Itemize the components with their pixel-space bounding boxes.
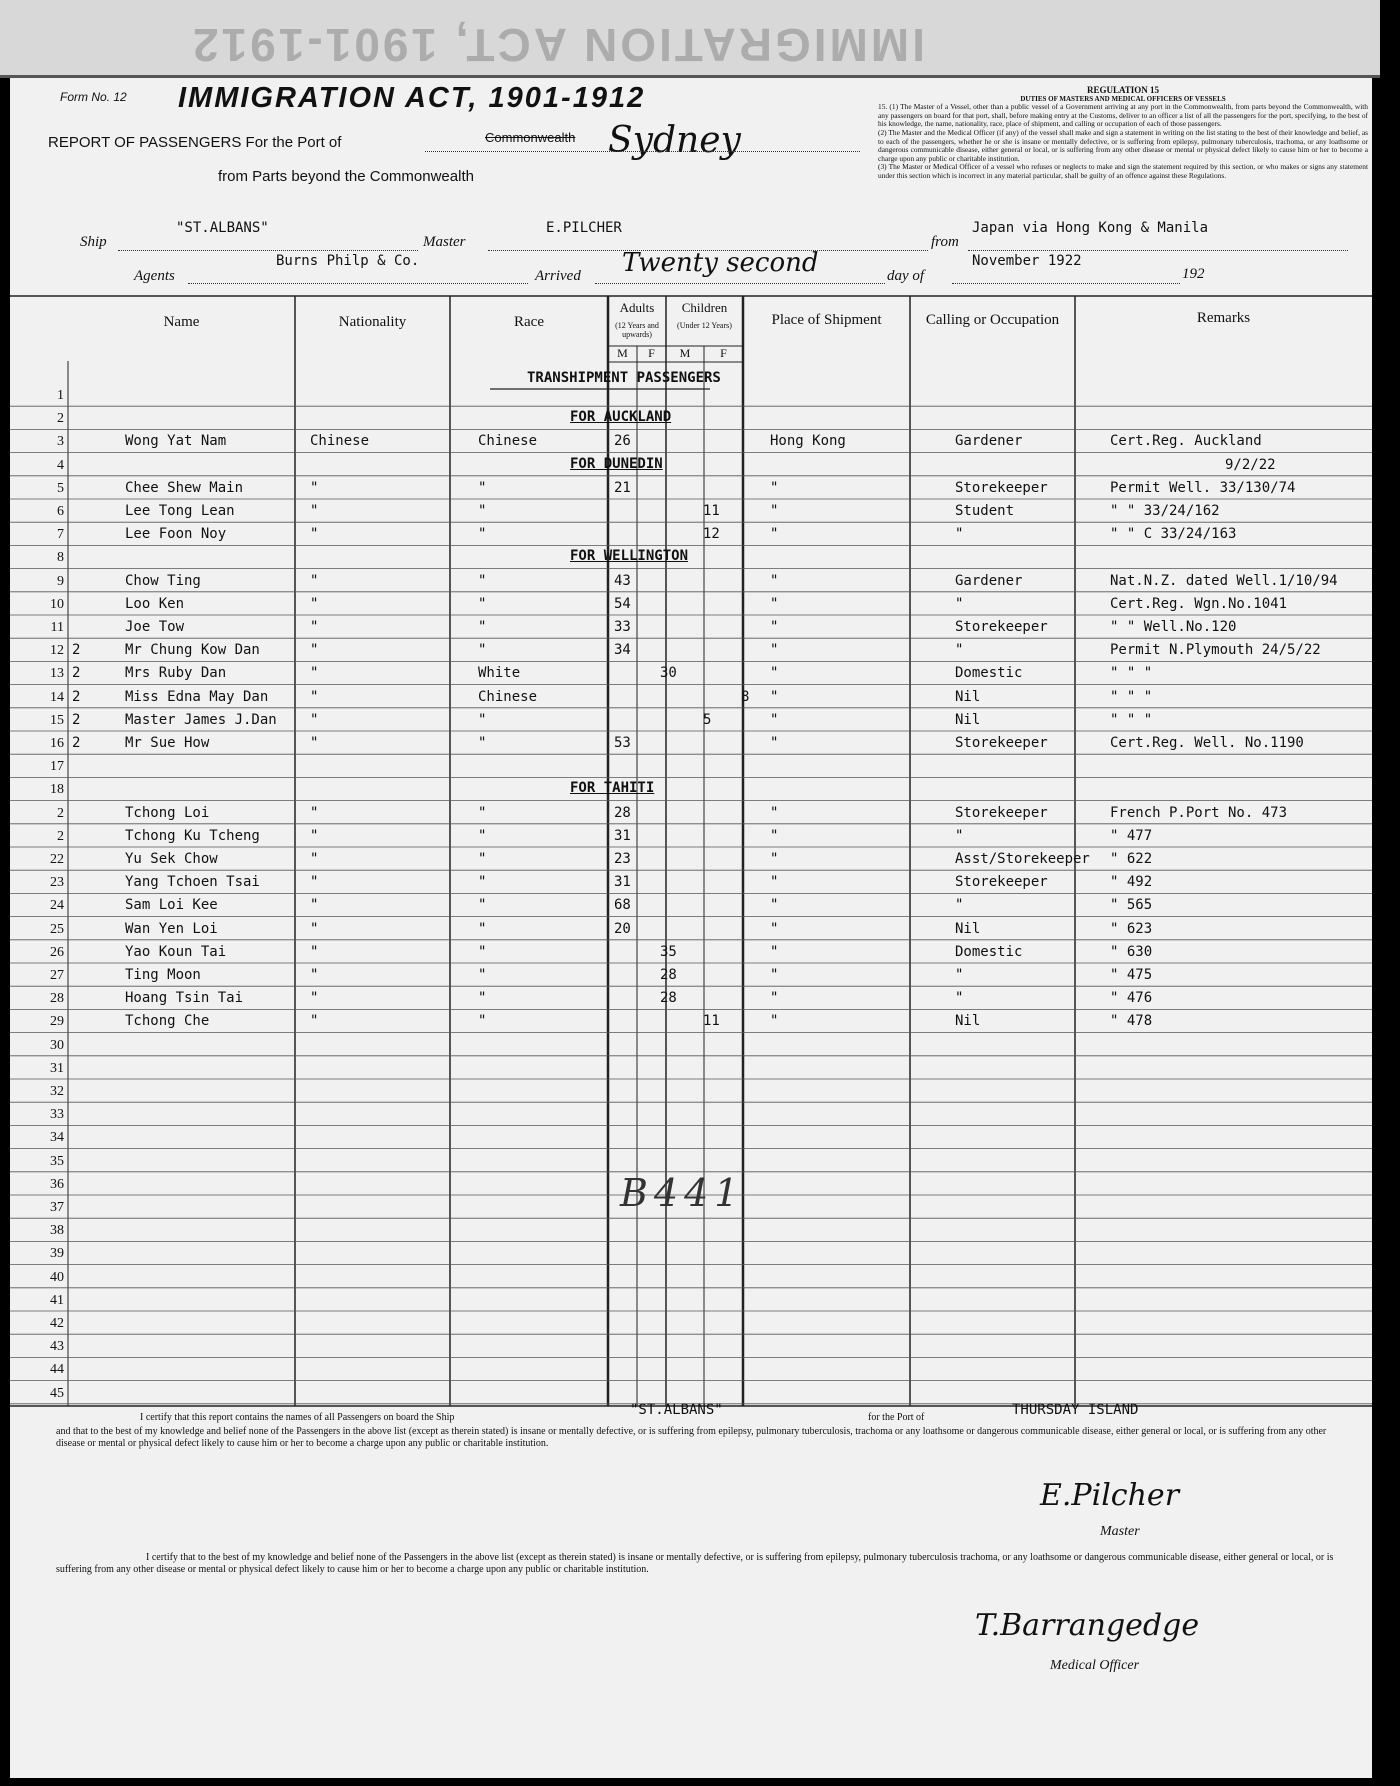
cell-am: 31 (614, 827, 631, 844)
cell-nat: " (310, 503, 319, 519)
form-number: Form No. 12 (60, 90, 127, 104)
master-cert-port: THURSDAY ISLAND (1012, 1402, 1139, 1418)
ship-label: Ship (80, 234, 107, 250)
cell-nat: " (310, 735, 319, 751)
transhipment-header: TRANSHIPMENT PASSENGERS (527, 370, 721, 386)
cell-occ: Storekeeper (955, 619, 1048, 635)
row-number: 39 (50, 1246, 64, 1262)
cell-occ: " (955, 967, 964, 983)
row-number: 36 (50, 1176, 64, 1192)
row-number: 45 (50, 1385, 64, 1401)
row-number: 11 (50, 620, 64, 635)
row-number: 23 (50, 875, 64, 891)
cell-race: " (478, 851, 487, 867)
cell-nat: " (310, 1013, 319, 1030)
cell-nat: " (310, 665, 319, 682)
cell-af: 35 (660, 943, 677, 960)
cell-race: " (478, 874, 487, 891)
cell-nat: " (310, 967, 319, 983)
col-place: Place of Shipment (771, 312, 882, 328)
cell-name: Sam Loi Kee (125, 897, 218, 914)
cell-race: " (478, 735, 487, 751)
cell-rem: " 622 (1110, 851, 1153, 867)
cell-occ: Domestic (955, 943, 1023, 960)
cell-occ: " (955, 595, 964, 612)
cell-nat: " (310, 711, 319, 728)
cell-nat: " (310, 990, 319, 1007)
cell-rem: " " " (1110, 688, 1153, 705)
cell-place: " (770, 874, 779, 891)
from-value: Japan via Hong Kong & Manila (972, 220, 1209, 236)
cell-af: 28 (660, 990, 677, 1007)
row-number: 22 (50, 852, 64, 867)
cell-name: Loo Ken (125, 595, 185, 612)
row-number: 43 (50, 1339, 64, 1355)
cell-occ: Storekeeper (955, 874, 1048, 891)
cell-occ: Gardener (955, 433, 1023, 450)
cell-rem: " 623 (1110, 920, 1153, 937)
cell-race: " (478, 479, 487, 496)
cell-rem: French P.Port No. 473 (1110, 804, 1288, 821)
cell-race: " (478, 990, 487, 1007)
row-number: 34 (50, 1130, 64, 1146)
cell-rem: Permit N.Plymouth 24/5/22 (1110, 642, 1321, 659)
cell-place: " (770, 897, 779, 914)
cell-place: " (770, 479, 779, 496)
cell-name: Miss Edna May Dan (125, 688, 269, 705)
cell-rem: " 565 (1110, 897, 1153, 914)
col-calling: Calling or Occupation (925, 312, 1060, 328)
bleed-through-title: IMMIGRATION ACT, 1901-1912 (190, 19, 925, 71)
cell-name: Yang Tchoen Tsai (125, 874, 260, 891)
cell-occ: Storekeeper (955, 735, 1048, 751)
cell-occ: " (955, 990, 964, 1007)
cell-name: Joe Tow (125, 619, 185, 635)
cell-place: " (770, 688, 779, 705)
row-number: 32 (50, 1084, 64, 1099)
cell-af: 28 (660, 967, 677, 983)
ship-name: "ST.ALBANS" (176, 220, 269, 236)
cell-rem: " " " (1110, 665, 1153, 682)
cell-race: " (478, 572, 487, 589)
cell-race: " (478, 920, 487, 937)
cell-place: " (770, 827, 779, 844)
cell-am: 20 (614, 920, 631, 937)
cell-rem: Cert.Reg. Well. No.1190 (1110, 735, 1304, 751)
cell-rem: Cert.Reg. Wgn.No.1041 (1110, 595, 1288, 612)
cell-am: 26 (614, 433, 631, 450)
row-number: 25 (50, 921, 64, 937)
cell-am: 68 (614, 897, 631, 914)
col-children-m: M (679, 346, 691, 360)
cell-race: White (478, 665, 521, 682)
cell-occ: " (955, 897, 964, 914)
cell-nat: " (310, 897, 319, 914)
cell-am: 21 (614, 479, 631, 496)
row-number: 17 (50, 759, 64, 775)
col-children-sub: (Under 12 Years) (677, 321, 732, 330)
cell-place: " (770, 711, 779, 728)
cell-occ: Nil (955, 920, 981, 937)
from-label: from (931, 234, 959, 250)
cell-occ: Nil (955, 688, 981, 705)
cell-name: Tchong Che (125, 1013, 210, 1030)
cell-am: 53 (614, 735, 631, 751)
col-adults-sub: (12 Years and upwards) (615, 321, 659, 339)
cell-race: " (478, 526, 487, 543)
col-nationality: Nationality (338, 314, 407, 330)
row-number: 10 (50, 596, 64, 612)
medical-cert: I certify that to the best of my knowledge and belief none of the Passengers in the above list (except as therein stated) is insane or mentally defective, or is suffering from epilepsy, pulmonary tuberculosis trachoma, or any loathsome or dangerous communicable disease, either general or local, or is suffering from any other disease or mental or physical defect likely to cause him or her to become a charge upon any public or charitable institution. (56, 1552, 1334, 1575)
cell-nat: " (310, 619, 319, 635)
cell-cm: 11 (703, 1013, 720, 1030)
row-number: 13 (50, 666, 64, 682)
cell-cm: 12 (703, 526, 720, 543)
cell-place: " (770, 735, 779, 751)
master-cert-ship: "ST.ALBANS" (630, 1402, 723, 1418)
row-number: 30 (50, 1037, 64, 1053)
cell-occ: " (955, 642, 964, 659)
cell-occ: Nil (955, 1013, 981, 1030)
cell-name: Mr Chung Kow Dan (125, 642, 260, 659)
cell-place: " (770, 665, 779, 682)
row-number: 14 (50, 689, 64, 705)
cell-place: " (770, 572, 779, 589)
cell-occ: " (955, 526, 964, 543)
row-number: 27 (50, 968, 64, 983)
report-line: REPORT OF PASSENGERS For the Port of (48, 134, 342, 151)
cell-place: " (770, 851, 779, 867)
row-number: 8 (57, 550, 64, 566)
cell-rem: " 475 (1110, 967, 1153, 983)
master-cert-a: I certify that this report contains the names of all Passengers on board the Ship (140, 1412, 455, 1423)
cell-race: " (478, 897, 487, 914)
agents-label: Agents (134, 268, 175, 284)
cell-place: " (770, 804, 779, 821)
cell-rem: " 630 (1110, 943, 1153, 960)
cell-place: Hong Kong (770, 433, 846, 450)
reference-stamp: B441 (620, 1171, 745, 1215)
cell-name: Wong Yat Nam (125, 433, 227, 450)
from-parts: from Parts beyond the Commonwealth (218, 168, 474, 185)
passenger-form (10, 78, 1372, 1778)
cell-rem: " 492 (1110, 874, 1153, 891)
cell-name: Tchong Loi (125, 804, 210, 821)
col-name: Name (163, 314, 200, 330)
cell-race: " (478, 642, 487, 659)
cell-race: " (478, 619, 487, 635)
destination-heading: FOR TAHITI (570, 780, 655, 797)
cell-rem: " 478 (1110, 1013, 1153, 1030)
row-number: 2 (57, 805, 64, 821)
cell-place: " (770, 595, 779, 612)
cell-cm: 5 (703, 711, 712, 728)
row-number: 26 (50, 944, 64, 960)
cell-race: Chinese (478, 688, 538, 705)
cell-name: Mr Sue How (125, 735, 210, 751)
master-name: E.PILCHER (546, 220, 622, 236)
destination-heading: FOR AUCKLAND (570, 409, 672, 426)
cell-occ: Gardener (955, 572, 1023, 589)
row-number: 40 (50, 1269, 64, 1285)
cell-name: Yu Sek Chow (125, 851, 218, 867)
row-number: 9 (57, 573, 64, 589)
cell-place: " (770, 1013, 779, 1030)
cell-nat: " (310, 642, 319, 659)
cell-race: " (478, 595, 487, 612)
col-remarks: Remarks (1196, 310, 1251, 326)
col-children: Children (681, 300, 728, 315)
cell-occ: Asst/Storekeeper (955, 851, 1090, 867)
cell-name: Yao Koun Tai (125, 943, 227, 960)
row-number: 44 (50, 1362, 64, 1378)
cell-name: Master James J.Dan (125, 711, 277, 728)
cell-occ: " (955, 827, 964, 844)
cell-race: " (478, 1013, 487, 1030)
row-number: 31 (50, 1060, 64, 1076)
regulation-text-3: (3) The Master or Medical Officer of a vessel who refuses or neglects to make and sign the statement required by this section, or who makes or signs any statement under this section which is incorrect in any material particular, shall be guilty of an offence against these Regulations. (878, 162, 1368, 180)
cell-place: " (770, 526, 779, 543)
cell-nat: " (310, 851, 319, 867)
cell-rem: " " Well.No.120 (1110, 619, 1237, 635)
cell-pre: 2 (72, 688, 81, 705)
col-adults: Adults (619, 300, 655, 315)
row-number: 24 (50, 898, 64, 914)
cell-place: " (770, 967, 779, 983)
folder-edge (0, 0, 1380, 78)
year-prefix: 192 (1182, 266, 1205, 282)
cell-rem: " " 33/24/162 (1110, 503, 1220, 519)
row-number: 16 (50, 736, 64, 751)
cell-nat: " (310, 874, 319, 891)
cell-af: 30 (660, 665, 677, 682)
destination-heading: FOR DUNEDIN (570, 455, 663, 472)
cell-cf: 8 (741, 688, 750, 705)
cell-place: " (770, 943, 779, 960)
row-number: 18 (50, 782, 64, 798)
cell-name: Mrs Ruby Dan (125, 665, 227, 682)
cell-nat: Chinese (310, 433, 370, 450)
cell-nat: " (310, 827, 319, 844)
master-sig-label: Master (1100, 1524, 1140, 1539)
regulation-subheading: DUTIES OF MASTERS AND MEDICAL OFFICERS OF VESSELS (1020, 94, 1226, 103)
destination-heading: FOR WELLINGTON (570, 548, 689, 565)
cell-place: " (770, 642, 779, 659)
cell-name: Hoang Tsin Tai (125, 990, 244, 1007)
cell-nat: " (310, 920, 319, 937)
col-children-f: F (720, 346, 727, 360)
row-number: 1 (57, 388, 64, 403)
cell-am: 23 (614, 851, 631, 867)
cell-am: 34 (614, 642, 631, 659)
cell-nat: " (310, 688, 319, 705)
arrival-month-year: November 1922 (972, 253, 1082, 269)
row-number: 4 (57, 457, 64, 473)
master-cert-b: for the Port of (868, 1412, 925, 1423)
cell-name: Chow Ting (125, 572, 201, 589)
row-number: 35 (50, 1153, 64, 1169)
cell-pre: 2 (72, 665, 81, 682)
cell-place: " (770, 990, 779, 1007)
form-title: IMMIGRATION ACT, 1901-1912 (178, 82, 646, 114)
cell-occ: Storekeeper (955, 479, 1048, 496)
medical-sig-label: Medical Officer (1050, 1658, 1140, 1673)
arrived-label: Arrived (535, 268, 581, 284)
cell-rem: Nat.N.Z. dated Well.1/10/94 (1110, 572, 1338, 589)
cell-name: Chee Shew Main (125, 479, 244, 496)
row-number: 2 (57, 411, 64, 427)
cell-am: 28 (614, 804, 631, 821)
cell-name: Tchong Ku Tcheng (125, 827, 260, 844)
cell-race: " (478, 711, 487, 728)
cell-occ: Nil (955, 711, 981, 728)
cell-nat: " (310, 572, 319, 589)
cell-nat: " (310, 943, 319, 960)
row-number: 28 (50, 991, 64, 1007)
cell-remark-continued: 9/2/22 (1225, 456, 1276, 473)
cell-race: " (478, 967, 487, 983)
cell-name: Lee Tong Lean (125, 503, 235, 519)
cell-rem: " 477 (1110, 827, 1153, 844)
cell-nat: " (310, 479, 319, 496)
cell-pre: 2 (72, 735, 81, 751)
cell-name: Lee Foon Noy (125, 526, 227, 543)
cell-race: " (478, 827, 487, 844)
row-number: 6 (57, 504, 64, 519)
cell-place: " (770, 619, 779, 635)
cell-am: 31 (614, 874, 631, 891)
row-number: 3 (57, 434, 64, 450)
cell-name: Wan Yen Loi (125, 920, 218, 937)
arrival-day-handwritten: Twenty second (622, 248, 819, 278)
col-race: Race (514, 314, 544, 330)
regulation-heading: REGULATION 15 (1086, 85, 1160, 95)
cell-am: 54 (614, 595, 631, 612)
day-of-label: day of (887, 268, 925, 284)
master-cert-c: and that to the best of my knowledge and belief none of the Passengers in the above list (except as therein stated) is insane or mentally defective, or is suffering from epilepsy, pulmonary tuberculosis, trachoma or any loathsome or dangerous communicable disease, either general or local, or is suffering from any other disease or mental or physical defect likely to cause him or her to become a charge upon any public or charitable institution. (56, 1426, 1327, 1449)
cell-race: " (478, 503, 487, 519)
cell-race: " (478, 943, 487, 960)
cell-pre: 2 (72, 642, 81, 659)
cell-cm: 11 (703, 503, 720, 519)
cell-rem: Cert.Reg. Auckland (1110, 433, 1262, 450)
cell-occ: Student (955, 503, 1015, 519)
master-signature: E.Pilcher (1040, 1478, 1180, 1513)
cell-rem: " 476 (1110, 990, 1153, 1007)
row-number: 15 (50, 712, 64, 728)
cell-rem: Permit Well. 33/130/74 (1110, 479, 1296, 496)
row-number: 38 (50, 1223, 64, 1239)
col-adults-f: F (648, 346, 655, 360)
col-adults-m: M (617, 346, 628, 360)
row-number: 42 (50, 1316, 64, 1331)
medical-signature: T.Barrangedge (975, 1608, 1200, 1643)
row-number: 29 (50, 1014, 64, 1030)
row-number: 2 (57, 828, 64, 844)
row-number: 41 (50, 1292, 64, 1308)
cell-occ: Domestic (955, 665, 1023, 682)
cell-nat: " (310, 804, 319, 821)
row-number: 33 (50, 1107, 64, 1123)
cell-rem: " " " (1110, 711, 1153, 728)
cell-am: 33 (614, 619, 631, 635)
row-number: 37 (50, 1200, 64, 1215)
cell-nat: " (310, 526, 319, 543)
port-struck-text: Commonwealth (485, 130, 576, 145)
cell-nat: " (310, 595, 319, 612)
cell-rem: " " C 33/24/163 (1110, 526, 1237, 543)
cell-name: Ting Moon (125, 967, 201, 983)
row-number: 7 (57, 527, 64, 543)
regulation-text-2: (2) The Master and the Medical Officer (if any) of the vessel shall make and sign a statement in writing on the list stating to the best of their knowledge and belief, as to each of the passengers, whether he or she is insane or mentally defective, or is suffering from epilepsy, pulmonary tuberculosis, trachoma, or any loathsome or dangerous communicable disease, either general or local, or is suffering from any other disease or mental or physical defect likely to cause him or her to become a charge upon any public or charitable institution. (878, 127, 1368, 163)
agents-value: Burns Philp & Co. (276, 253, 420, 269)
regulation-text-1: 15. (1) The Master of a Vessel, other than a public vessel of a Government arriving at any port in the Commonwealth, from parts beyond the Commonwealth, with any passengers on board for that port, shall, before making entry at the Customs, deliver to an officer a list of all the passengers for the port, specifying, to the best of his knowledge, the name, nationality, race, place of shipment, and calling or occupation of each of those passengers. (878, 102, 1368, 129)
row-number: 12 (50, 643, 64, 659)
cell-place: " (770, 503, 779, 519)
port-handwritten: Sydney (608, 120, 741, 161)
row-number: 5 (57, 480, 64, 496)
cell-race: Chinese (478, 433, 538, 450)
cell-pre: 2 (72, 711, 81, 728)
cell-am: 43 (614, 572, 631, 589)
master-label: Master (423, 234, 466, 250)
cell-race: " (478, 804, 487, 821)
cell-place: " (770, 920, 779, 937)
cell-occ: Storekeeper (955, 804, 1048, 821)
